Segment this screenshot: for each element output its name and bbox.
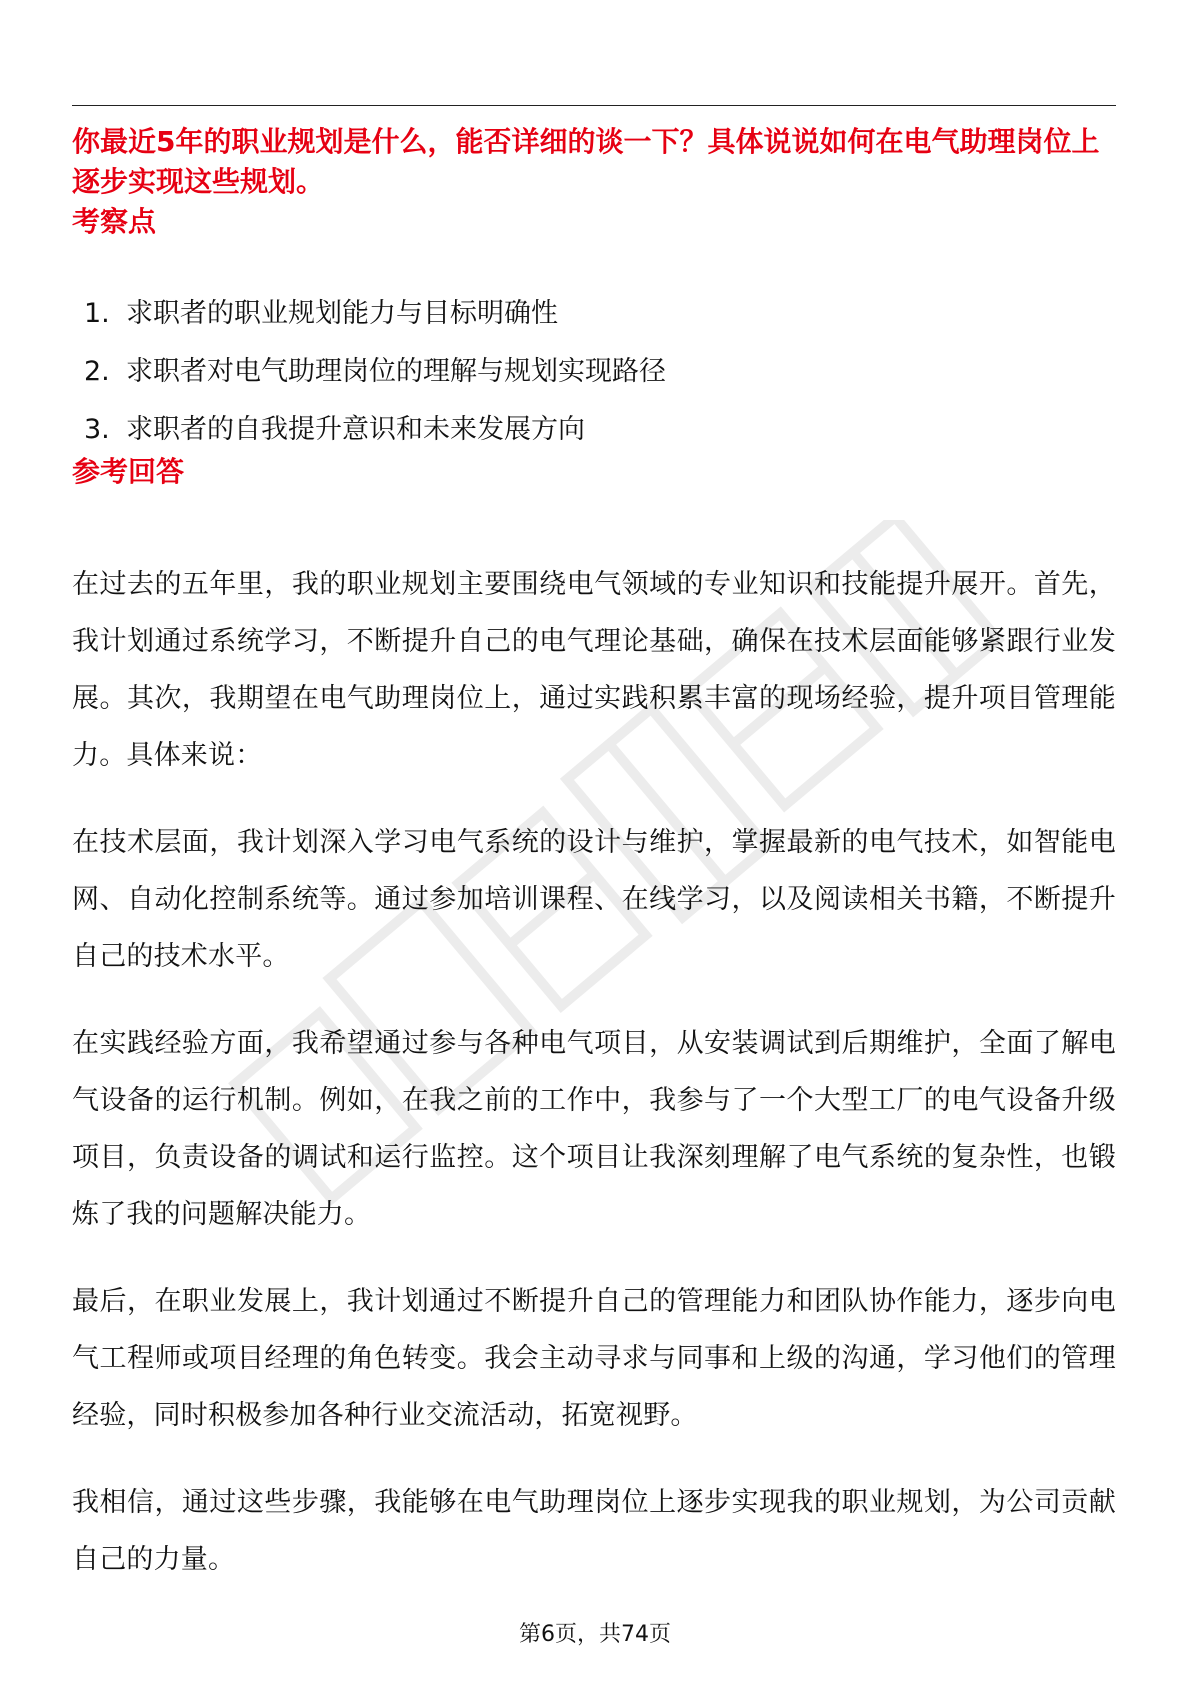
focus-point bbox=[84, 352, 1084, 410]
focus-point-text: 求职者对电气助理岗位的理解与规划实现路径 bbox=[126, 356, 666, 387]
focus-points-list bbox=[84, 294, 1084, 468]
answer-paragraph: 在技术层面，我计划深入学习电气系统的设计与维护，掌握最新的电气技术，如智能电网、自动化控制系统等。通过参加培训课程、在线学习，以及阅读相关书籍，不断提升自己的技术水平。 bbox=[72, 827, 1116, 972]
answer-body bbox=[72, 556, 1116, 1618]
answer-paragraph: 在实践经验方面，我希望通过参与各种电气项目，从安装调试到后期维护，全面了解电气设备的运行机制。例如，在我之前的工作中，我参与了一个大型工厂的电气设备升级项目，负责设备的调试和运行监控。这个项目让我深刻理解了电气系统的复杂性，也锻炼了我的问题解决能力。 bbox=[72, 1028, 1116, 1230]
answer-heading: 参考回答 bbox=[72, 455, 185, 488]
answer-paragraph: 最后，在职业发展上，我计划通过不断提升自己的管理能力和团队协作能力，逐步向电气工程师或项目经理的角色转变。我会主动寻求与同事和上级的沟通，学习他们的管理经验，同时积极参加各种行业交流活动，拓宽视野。 bbox=[72, 1286, 1116, 1431]
focus-point-text: 求职者的职业规划能力与目标明确性 bbox=[126, 298, 558, 329]
focus-point-text: 求职者的自我提升意识和未来发展方向 bbox=[126, 414, 585, 445]
top-divider bbox=[72, 105, 1116, 106]
focus-point bbox=[84, 410, 1084, 468]
page-number: 第6页，共74页 bbox=[519, 1622, 671, 1647]
question-title: 你最近5年的职业规划是什么，能否详细的谈一下？具体说说如何在电气助理岗位上逐步实现这些规划。 bbox=[72, 125, 1100, 198]
focus-point-number: 3. bbox=[84, 414, 110, 445]
answer-paragraph: 我相信，通过这些步骤，我能够在电气助理岗位上逐步实现我的职业规划，为公司贡献自己的力量。 bbox=[72, 1487, 1116, 1575]
focus-point bbox=[84, 294, 1084, 352]
focus-point-number: 1. bbox=[84, 298, 110, 329]
answer-paragraph: 在过去的五年里，我的职业规划主要围绕电气领域的专业知识和技能提升展开。首先，我计划通过系统学习，不断提升自己的电气理论基础，确保在技术层面能够紧跟行业发展。其次，我期望在电气助理岗位上，通过实践积累丰富的现场经验，提升项目管理能力。具体来说： bbox=[72, 569, 1116, 771]
focus-heading: 考察点 bbox=[72, 205, 157, 238]
focus-point-number: 2. bbox=[84, 356, 110, 387]
